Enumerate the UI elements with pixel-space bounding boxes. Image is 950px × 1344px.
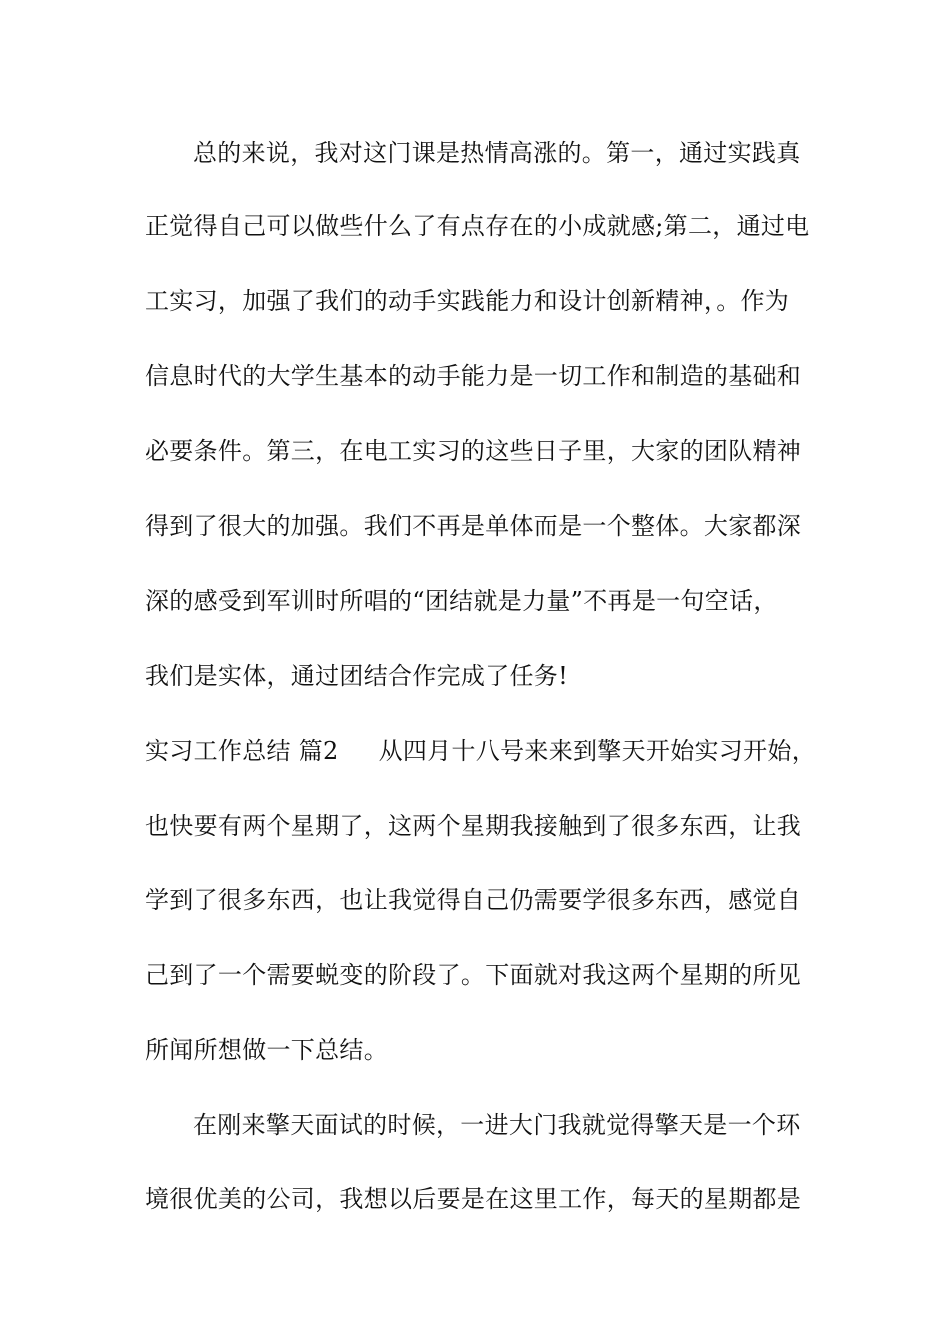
section-heading-line bbox=[145, 736, 816, 766]
paragraph-line: 必要条件。第三，在电工实习的这些日子里，大家的团队精神 bbox=[145, 437, 802, 465]
paragraph-line: 我们是实体，通过团结合作完成了任务! bbox=[145, 662, 569, 690]
paragraph-line: 也快要有两个星期了，这两个星期我接触到了很多东西，让我 bbox=[145, 812, 802, 840]
paragraph-line: 己到了一个需要蜕变的阶段了。下面就对我这两个星期的所见 bbox=[145, 961, 802, 989]
paragraph-line: 境很优美的公司，我想以后要是在这里工作，每天的星期都是 bbox=[145, 1185, 802, 1213]
paragraph-line: 工实习，加强了我们的动手实践能力和设计创新精神，。作为 bbox=[145, 287, 790, 315]
paragraph-line: 在刚来擎天面试的时候，一进大门我就觉得擎天是一个环 bbox=[193, 1111, 801, 1139]
paragraph-line: 得到了很大的加强。我们不再是单体而是一个整体。大家都深 bbox=[145, 512, 802, 540]
paragraph-line: 学到了很多东西，也让我觉得自己仍需要学很多东西，感觉自 bbox=[145, 886, 802, 914]
section-heading: 实习工作总结 篇2 bbox=[145, 737, 339, 765]
paragraph-line: 正觉得自己可以做些什么了有点存在的小成就感;第二，通过电 bbox=[145, 212, 810, 240]
paragraph-line: 所闻所想做一下总结。 bbox=[145, 1036, 388, 1064]
paragraph-line: 深的感受到军训时所唱的“团结就是力量”不再是一句空话， bbox=[145, 587, 778, 615]
paragraph-first-line: 从四月十八号来来到擎天开始实习开始， bbox=[378, 737, 817, 765]
paragraph-line: 总的来说，我对这门课是热情高涨的。第一，通过实践真 bbox=[193, 139, 801, 167]
paragraph-line: 信息时代的大学生基本的动手能力是一切工作和制造的基础和 bbox=[145, 362, 802, 390]
